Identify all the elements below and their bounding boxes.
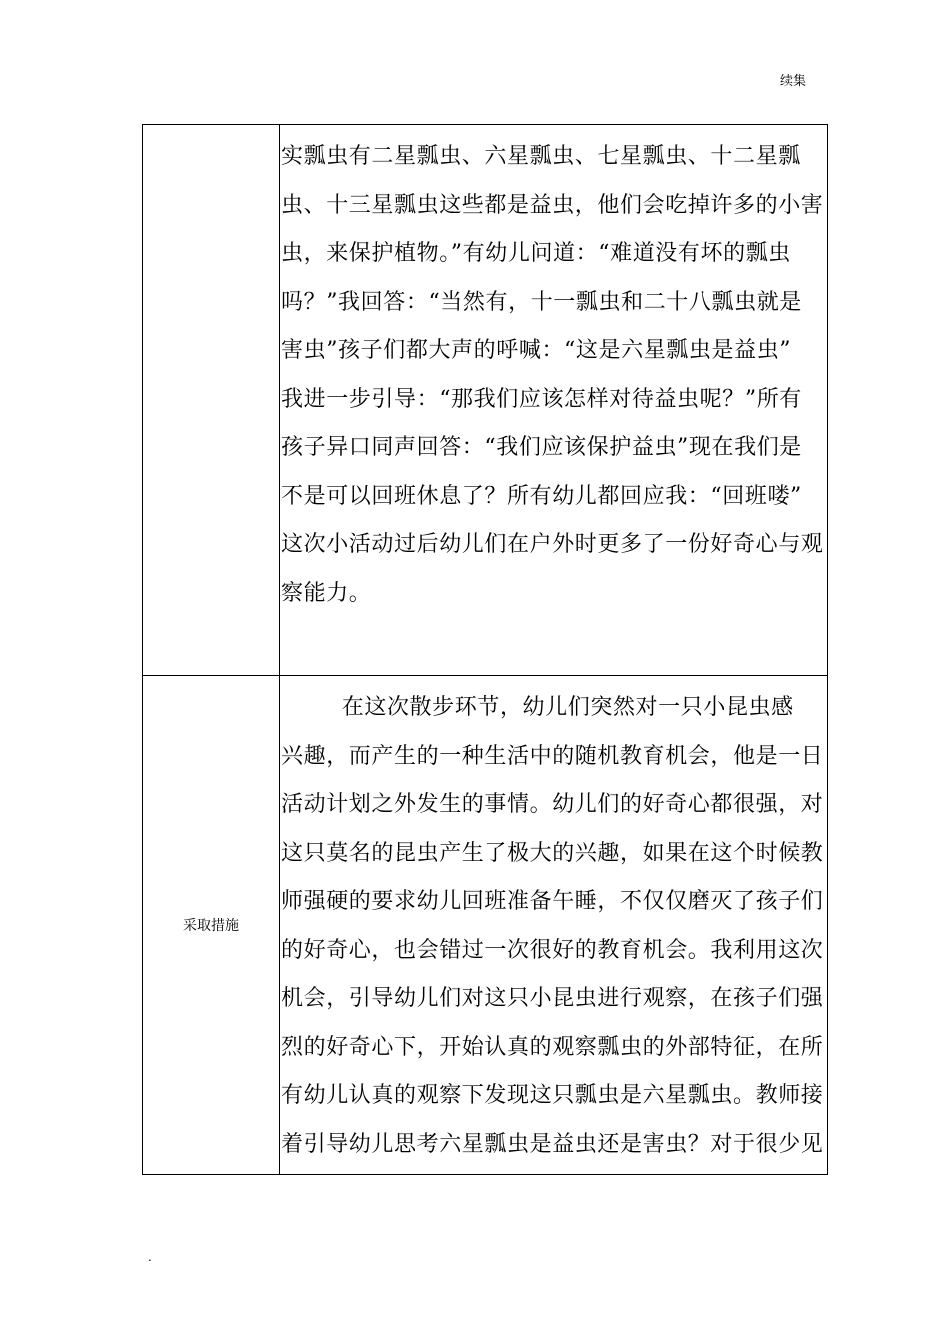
text-line: 机会，引导幼儿们对这只小昆虫进行观察，在孩子们强 (281, 986, 824, 1011)
text-line: 吗？”我回答：“当然有，十一瓢虫和二十八瓢虫就是 (281, 289, 802, 315)
content-table (142, 124, 828, 1175)
row-label: 采取措施 (143, 676, 280, 1174)
text-line: 孩子异口同声回答：“我们应该保护益虫”现在我们是 (281, 435, 802, 460)
text-line: 虫，来保护植物。”有幼儿问道：“难道没有坏的瓢虫 (281, 241, 791, 266)
text-line: 不是可以回班休息了？所有幼儿都回应我：“回班喽” (281, 483, 802, 509)
text-line: 着引导幼儿思考六星瓢虫是益虫还是害虫？对于很少见 (281, 1131, 824, 1157)
text-line: 这次小活动过后幼儿们在户外时更多了一份好奇心与观 (281, 532, 824, 557)
row-content (280, 676, 827, 1174)
text-line: 虫、十三星瓢虫这些都是益虫，他们会吃掉许多的小害 (281, 192, 824, 218)
text-line: 师强硬的要求幼儿回班准备午睡，不仅仅磨灭了孩子们 (281, 889, 824, 914)
text-line: 察能力。 (281, 580, 372, 606)
text-line: 实瓢虫有二星瓢虫、六星瓢虫、七星瓢虫、十二星瓢 (281, 144, 801, 169)
row-content (280, 125, 827, 675)
text-line: 害虫”孩子们都大声的呼喊：“这是六星瓢虫是益虫” (281, 338, 792, 363)
text-line: 兴趣，而产生的一种生活中的随机教育机会，他是一日 (281, 743, 824, 769)
table-row (143, 125, 827, 676)
continued-note: 续集 (780, 74, 807, 89)
table-row (143, 676, 827, 1174)
text-line: 烈的好奇心下，开始认真的观察瓢虫的外部特征，在所 (281, 1034, 824, 1060)
row-label (143, 125, 280, 675)
text-line: 的好奇心，也会错过一次很好的教育机会。我利用这次 (281, 937, 824, 963)
text-line: 我进一步引导：“那我们应该怎样对待益虫呢？”所有 (281, 386, 802, 412)
text-line: 这只莫名的昆虫产生了极大的兴趣，如果在这个时候教 (281, 840, 824, 866)
text-line: 有幼儿认真的观察下发现这只瓢虫是六星瓢虫。教师接 (281, 1083, 824, 1108)
text-line: 活动计划之外发生的事情。幼儿们的好奇心都很强，对 (281, 792, 824, 817)
footer-mark: . (148, 1250, 152, 1264)
text-line: 在这次散步环节，幼儿们突然对一只小昆虫感 (281, 695, 794, 720)
